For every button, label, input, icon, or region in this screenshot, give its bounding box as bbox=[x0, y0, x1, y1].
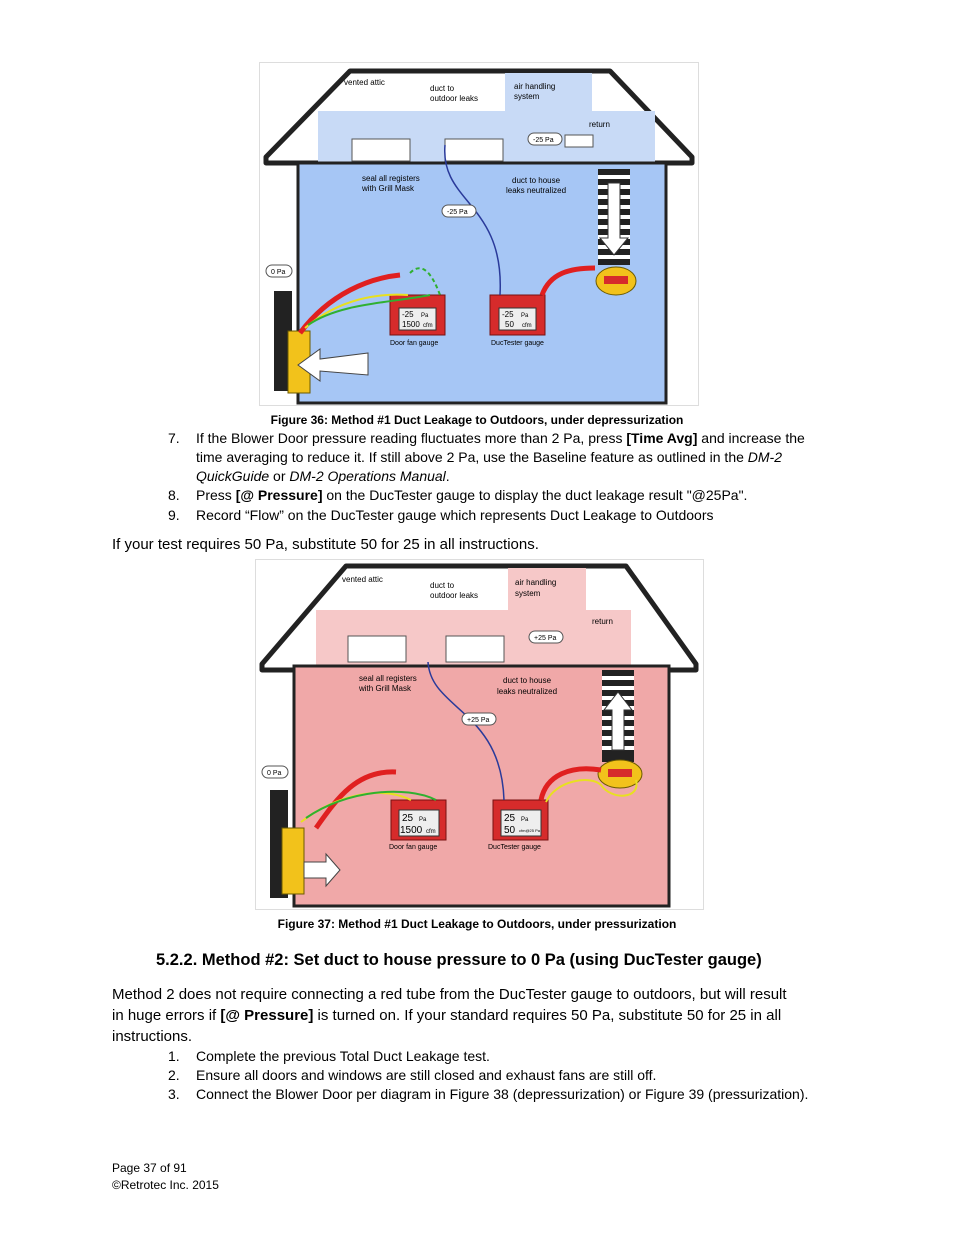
gauge1-unit2: cfm bbox=[423, 323, 433, 329]
blower-door-fan-icon bbox=[282, 828, 304, 894]
text-italic: DM-2 bbox=[747, 449, 783, 465]
list-number: 1. bbox=[168, 1048, 180, 1064]
register-2 bbox=[446, 636, 504, 662]
key-at-pressure: [@ Pressure] bbox=[220, 1007, 314, 1024]
figure-36-caption: Figure 36: Method #1 Duct Leakage to Outdoors, under depressurization bbox=[270, 413, 684, 427]
label-air-handling-2: system bbox=[515, 589, 541, 598]
gauge2-unit1: Pa bbox=[521, 817, 529, 823]
register-1 bbox=[352, 139, 410, 161]
label-air-handling-1: air handling bbox=[515, 578, 557, 587]
return-duct bbox=[598, 169, 630, 265]
list-number: 3. bbox=[168, 1086, 180, 1102]
gauge2-unit2: cfm bbox=[522, 323, 532, 329]
label-neutral-2: leaks neutralized bbox=[506, 186, 567, 195]
gauge1-unit1: Pa bbox=[421, 313, 429, 319]
label-seal-1: seal all registers bbox=[362, 174, 420, 183]
list-text: Ensure all doors and windows are still closed and exhaust fans are still off. bbox=[196, 1067, 657, 1083]
label-duct-pressure: +25 Pa bbox=[534, 635, 557, 642]
gauge1-unit1: Pa bbox=[419, 817, 427, 823]
gauge2-label: DucTester gauge bbox=[491, 340, 544, 347]
text: is turned on. If your standard requires 50 Pa, substitute 50 for 25 in all bbox=[313, 1007, 782, 1024]
figure-36-diagram bbox=[259, 62, 699, 406]
paragraph-substitute: If your test requires 50 Pa, substitute 50 for 25 in all instructions. bbox=[112, 536, 539, 553]
label-tube-pressure: -25 Pa bbox=[447, 209, 468, 216]
list-number: 9. bbox=[168, 507, 180, 523]
gauge2-reading1: -25 bbox=[502, 310, 514, 319]
gauge1-reading2: 1500 bbox=[400, 825, 423, 836]
label-duct-outdoor-2: outdoor leaks bbox=[430, 94, 479, 103]
label-return: return bbox=[592, 617, 613, 626]
label-air-handling-1: air handling bbox=[514, 82, 556, 91]
gauge1-label: Door fan gauge bbox=[389, 844, 438, 851]
label-duct-pressure: -25 Pa bbox=[533, 137, 554, 144]
label-seal-2: with Grill Mask bbox=[362, 184, 415, 193]
text: or bbox=[269, 468, 290, 484]
copyright: ©Retrotec Inc. 2015 bbox=[112, 1178, 219, 1192]
gauge2-unit1: Pa bbox=[521, 313, 529, 319]
label-duct-outdoor-1: duct to bbox=[430, 581, 455, 590]
figure-37-caption: Figure 37: Method #1 Duct Leakage to Outdoors, under pressurization bbox=[277, 917, 677, 931]
text: and increase the bbox=[697, 430, 805, 446]
label-zero-pa: 0 Pa bbox=[267, 770, 282, 777]
text: Press bbox=[196, 487, 236, 503]
label-vented-attic: vented attic bbox=[344, 78, 385, 87]
text: in huge errors if bbox=[112, 1007, 221, 1024]
text: time averaging to reduce it. If still above 2 Pa, use the Baseline feature as outlined in the bbox=[196, 449, 748, 465]
gauge2-reading2: 50 bbox=[505, 320, 514, 329]
text: instructions. bbox=[112, 1028, 193, 1045]
return-duct bbox=[602, 670, 634, 762]
gauge1-reading1: -25 bbox=[402, 310, 414, 319]
label-seal-2: with Grill Mask bbox=[359, 684, 412, 693]
label-duct-outdoor-2: outdoor leaks bbox=[430, 591, 479, 600]
gauge2-reading2: 50 bbox=[504, 825, 516, 836]
gauge2-unit2: cfm@25 Pa bbox=[519, 828, 540, 833]
gauge1-unit2: cfm bbox=[426, 829, 436, 835]
gauge1-reading1: 25 bbox=[402, 813, 414, 824]
label-duct-outdoor-1: duct to bbox=[430, 84, 455, 93]
text: on the DucTester gauge to display the duct leakage result "@25Pa". bbox=[322, 487, 748, 503]
label-zero-pa: 0 Pa bbox=[271, 269, 286, 276]
list-number: 2. bbox=[168, 1067, 180, 1083]
key-at-pressure: [@ Pressure] bbox=[235, 487, 323, 503]
gauge2-label: DucTester gauge bbox=[488, 844, 541, 851]
text: Method 2 does not require connecting a red tube from the DucTester gauge to outdoors, but will result bbox=[112, 986, 787, 1003]
list-number: 8. bbox=[168, 487, 180, 503]
label-neutral-1: duct to house bbox=[503, 676, 552, 685]
gauge2-reading1: 25 bbox=[504, 813, 516, 824]
list-text: Record “Flow” on the DucTester gauge which represents Duct Leakage to Outdoors bbox=[196, 507, 714, 523]
label-return: return bbox=[589, 120, 610, 129]
gauge1-reading2: 1500 bbox=[402, 320, 420, 329]
text-italic: DM-2 Operations Manual bbox=[289, 468, 446, 484]
register-3 bbox=[565, 135, 593, 147]
gauge1-label: Door fan gauge bbox=[390, 340, 439, 347]
section-heading: 5.2.2. Method #2: Set duct to house pressure to 0 Pa (using DucTester gauge) bbox=[156, 951, 762, 969]
register-2 bbox=[445, 139, 503, 161]
list-number: 7. bbox=[168, 430, 180, 446]
paragraph-method2 bbox=[112, 984, 842, 1047]
register-1 bbox=[348, 636, 406, 662]
text: . bbox=[445, 468, 450, 484]
label-air-handling-2: system bbox=[514, 92, 540, 101]
label-neutral-1: duct to house bbox=[512, 176, 561, 185]
label-neutral-2: leaks neutralized bbox=[497, 687, 558, 696]
label-seal-1: seal all registers bbox=[359, 674, 417, 683]
list-text: Connect the Blower Door per diagram in Figure 38 (depressurization) or Figure 39 (pressurization). bbox=[196, 1086, 809, 1102]
list-text: Complete the previous Total Duct Leakage test. bbox=[196, 1048, 490, 1064]
text-italic: QuickGuide bbox=[196, 468, 270, 484]
key-time-avg: [Time Avg] bbox=[626, 430, 698, 446]
text: If the Blower Door pressure reading fluctuates more than 2 Pa, press bbox=[196, 430, 627, 446]
label-tube-pressure: +25 Pa bbox=[467, 717, 490, 724]
label-vented-attic: vented attic bbox=[342, 575, 383, 584]
page-number: Page 37 of 91 bbox=[112, 1161, 187, 1175]
figure-37-diagram bbox=[255, 559, 704, 910]
